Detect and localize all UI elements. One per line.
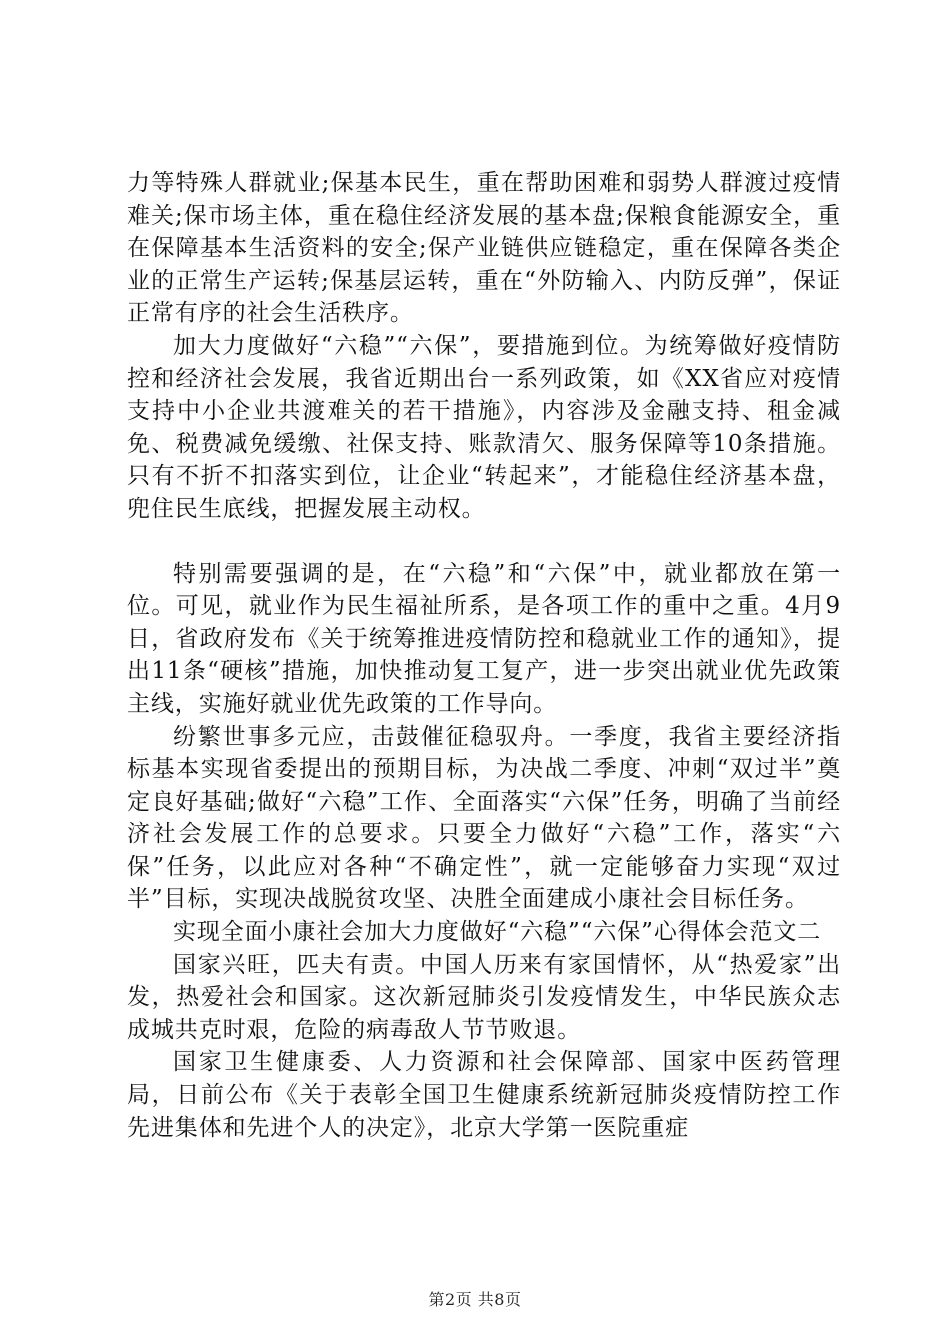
paragraph-continued: 力等特殊人群就业;保基本民生，重在帮助困难和弱势人群渡过疫情难关;保市场主体，重在稳住经济发展的基本盘;保粮食能源安全，重在保障基本生活资料的安全;保产业链供应链稳定，重在保障各类企业的正常生产运转;保基层运转，重在“外防输入、内防反弹”，保证正常有序的社会生活秩序。 — [127, 170, 841, 327]
document-body — [127, 167, 841, 1144]
paragraph: 国家卫生健康委、人力资源和社会保障部、国家中医药管理局，日前公布《关于表彰全国卫生健康系统新冠肺炎疫情防控工作先进集体和先进个人的决定》，北京大学第一医院重症 — [127, 1049, 841, 1141]
paragraph: 国家兴旺，匹夫有责。中国人历来有家国情怀，从“热爱家”出发，热爱社会和国家。这次新冠肺炎引发疫情发生，中华民族众志成城共克时艰，危险的病毒敌人节节败退。 — [127, 951, 841, 1043]
paragraph: 加大力度做好“六稳”“六保”，要措施到位。为统筹做好疫情防控和经济社会发展，我省近期出台一系列政策，如《XX省应对疫情支持中小企业共渡难关的若干措施》，内容涉及金融支持、租金减免、税费减免缓缴、社保支持、账款清欠、服务保障等10条措施。只有不折不扣落实到位，让企业“转起来”，才能稳住经济基本盘，兜住民生底线，把握发展主动权。 — [127, 332, 841, 522]
section-heading: 实现全面小康社会加大力度做好“六稳”“六保”心得体会范文二 — [173, 919, 822, 946]
paragraph: 特别需要强调的是，在“六稳”和“六保”中，就业都放在第一位。可见，就业作为民生福祉所系，是各项工作的重中之重。4月9日，省政府发布《关于统筹推进疫情防控和稳就业工作的通知》，提出11条“硬核”措施，加快推动复工复产，进一步突出就业优先政策主线，实施好就业优先政策的工作导向。 — [127, 560, 841, 717]
page-number-footer: 第2页 共8页 — [428, 1290, 522, 1309]
paragraph: 纷繁世事多元应，击鼓催征稳驭舟。一季度，我省主要经济指标基本实现省委提出的预期目标，为决战二季度、冲刺“双过半”奠定良好基础;做好“六稳”工作、全面落实“六保”任务，明确了当前经济社会发展工作的总要求。只要全力做好“六稳”工作，落实“六保”任务，以此应对各种“不确定性”，就一定能够奋力实现“双过半”目标，实现决战脱贫攻坚、决胜全面建成小康社会目标任务。 — [127, 723, 841, 913]
